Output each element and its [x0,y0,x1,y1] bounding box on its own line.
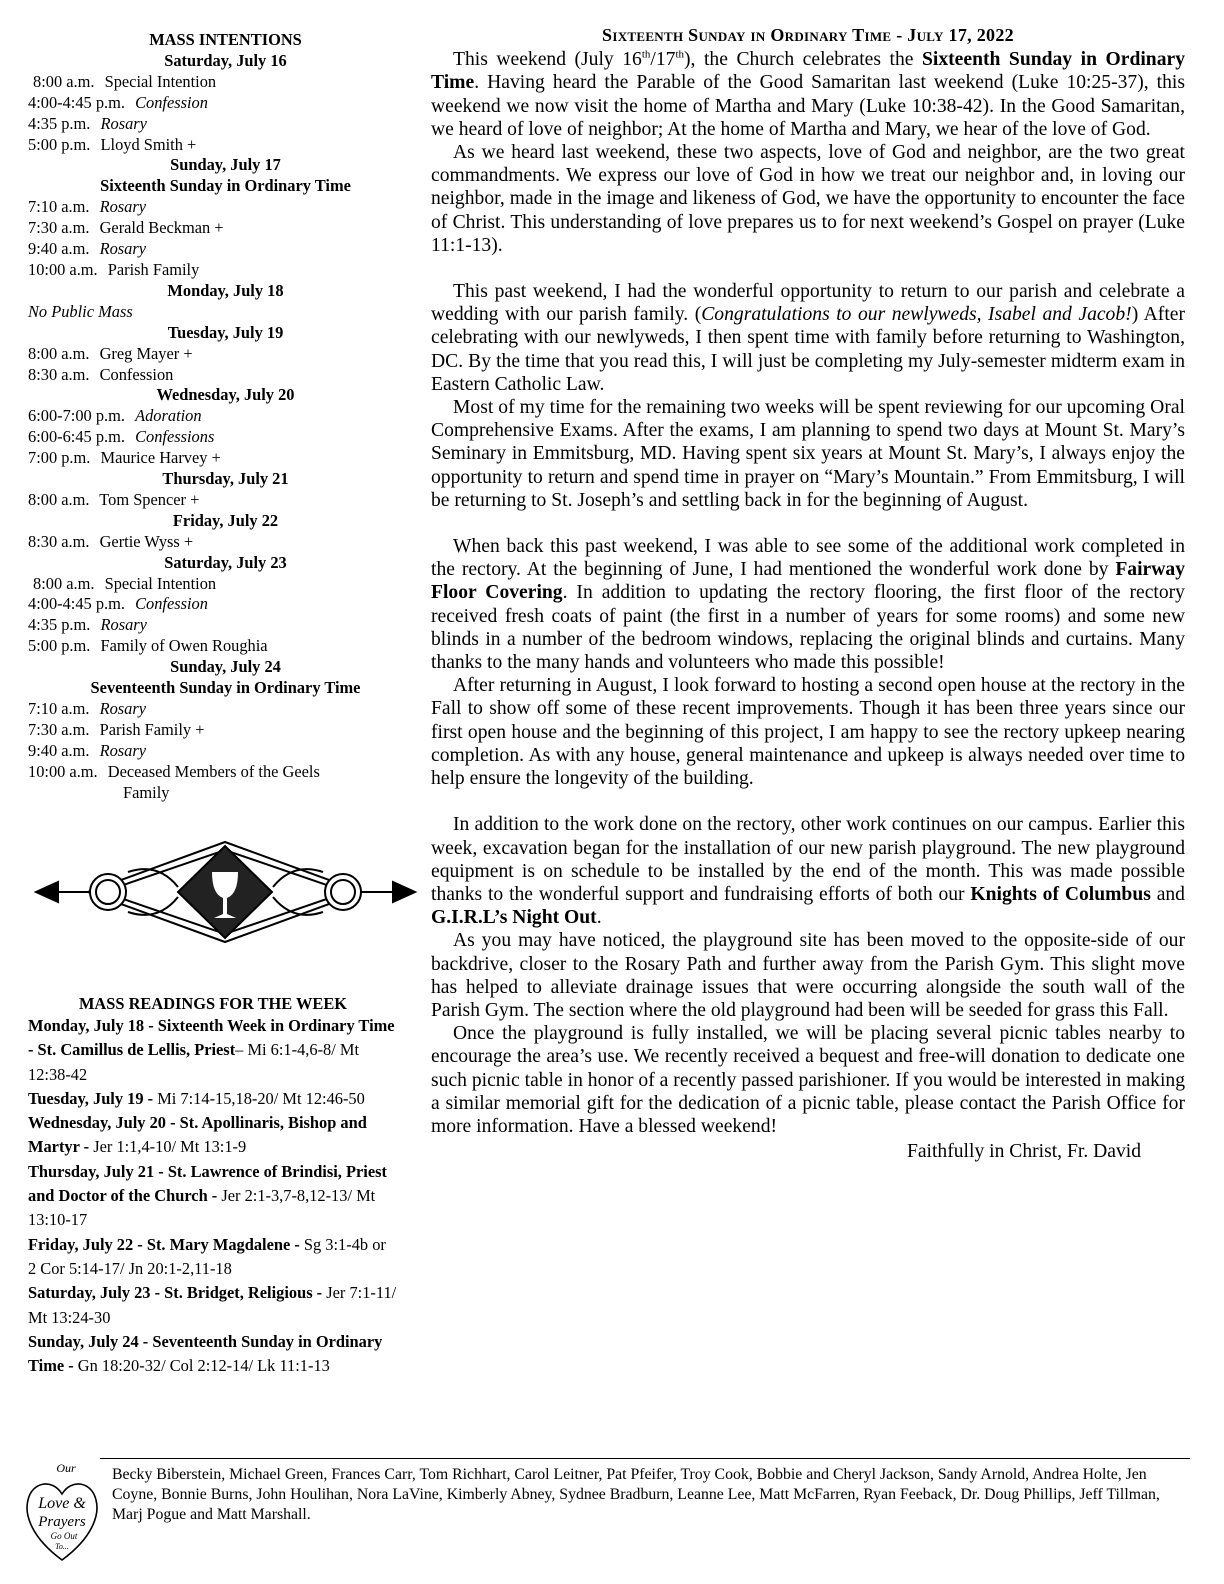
intention-row [28,636,423,657]
intention-text: Parish Family + [99,719,205,739]
logo-text: Prayers [38,1514,86,1530]
intention-time: 7:30 a.m. [28,719,90,739]
intention-day-heading: Friday, July 22 [172,510,279,530]
reading-day-label: Saturday, July 23 - St. Bridget, Religious - [28,1283,327,1303]
intention-text: Tom Spencer + [99,489,200,509]
letter-signoff: Faithfully in Christ, Fr. David [906,1141,1141,1163]
intention-time: 10:00 a.m. [28,761,98,781]
mass-intentions-heading: MASS INTENTIONS [149,30,302,49]
intention-text: Confession [99,364,174,384]
intention-day-heading: Saturday, July 16 [164,50,287,70]
intention-row [28,93,423,114]
intention-row [28,114,423,135]
intention-time: 4:00-4:45 p.m. [28,594,125,614]
reading-day-label: Wednesday, July 20 - St. Apollinaris, Bishop and Martyr - [28,1113,367,1157]
intention-day-heading: Wednesday, July 20 [156,385,295,405]
intention-row [28,72,423,93]
intention-text: Lloyd Smith + [100,134,197,154]
intention-row [28,532,423,553]
intention-text: Parish Family [107,259,200,279]
intention-row [28,594,423,615]
intention-text: Rosary [99,239,147,259]
pastor-letter [431,24,1185,1163]
intention-row [28,197,423,218]
text: /17 [650,49,676,71]
bold-text: G.I.R.L’s Night Out [431,907,597,929]
intention-row [28,218,423,239]
intention-time: 10:00 a.m. [28,259,98,279]
intention-time: 8:00 a.m. [28,343,90,363]
intention-row [28,574,423,595]
reading-day-label: Sunday, July 24 - Seventeenth Sunday in Ordinary Time - [28,1331,383,1376]
intention-time: 5:00 p.m. [28,134,91,154]
letter-paragraph [431,813,1185,929]
reading-references: Gn 18:20-32/ Col 2:12-14/ Lk 11:1-13 [77,1356,330,1376]
intention-time: 7:00 p.m. [28,448,91,468]
intention-row [28,427,423,448]
letter-paragraph: After returning in August, I look forward to hosting a second open house at the rectory in the Fall to show off some of these recent improvements. Though it has been three years since our first open house and the beginning of this project, I am happy to see the rectory upkeep nearing completion. As with any house, general maintenance and upkeep is always needed over time to help ensure the longevity of the building. [431,675,1185,790]
mass-readings [28,994,398,1378]
text: ), the Church celebrates the [684,49,923,71]
footer-divider [100,1458,1190,1459]
letter-title: Sixteenth Sunday in Ordinary Time - July 17, 2022 [602,25,1014,45]
mass-intentions [28,30,423,804]
reading-references: Sg 3:1-4b or 2 Cor 5:14-17/ Jn 20:1-2,11-18 [28,1234,386,1278]
reading-references: Jer 1:1,4-10/ Mt 13:1-9 [93,1137,247,1157]
letter-paragraph: As you may have noticed, the playground site has been moved to the opposite-side of our backdrive, closer to the Rosary Path and further away from the Parish Gym. This slight move has helped to alleviate drainage issues that were occurring alongside the south wall of the Parish Gym. The section where the old playground had been will be seeded for grass this Fall. [431,930,1185,1021]
intention-time: 7:10 a.m. [28,197,90,217]
reading-day-label: Thursday, July 21 - St. Lawrence of Brindisi, Priest and Doctor of the Church - [28,1161,387,1206]
reading-item [28,1281,398,1330]
text: . [596,907,602,929]
intention-row [28,448,423,469]
intention-row [28,302,423,323]
reading-item [28,1233,398,1282]
intention-text: Family of Owen Roughia [100,636,268,656]
logo-text: Our [56,1461,76,1475]
intention-time: 8:00 a.m. [33,573,95,593]
intention-text: Rosary [100,113,147,133]
intention-time: 9:40 a.m. [28,740,90,760]
readings-list [28,1014,398,1378]
logo-text: Go Out [50,1531,78,1541]
intention-time: 9:40 a.m. [28,239,90,259]
bold-text: Fairway Floor Covering [431,559,1185,604]
letter-paragraph: Most of my time for the remaining two weeks will be spent reviewing for our upcoming Oral Comprehensive Exams. After the exams, I am planning to spend two days at Mount St. Mary’s Seminary in Emmitsburg, MD. Having spent six years at Mount St. Mary’s, I always enjoy the opportunity to return and spend time in prayer on “Mary’s Mountain.” From Emmitsburg, I will be returning to St. Joseph’s and settling back in for the beginning of August. [431,397,1185,511]
intention-time: 7:10 a.m. [28,699,90,718]
intention-row [28,239,423,260]
intention-day-heading: Monday, July 18 [167,280,284,300]
intentions-list [28,51,423,804]
intention-day-heading: Tuesday, July 19 [167,322,284,342]
intention-row [28,135,423,156]
reading-references: Jer 7:1-11/ Mt 13:24-30 [28,1283,397,1327]
intention-day-heading: Sunday, July 17 [170,155,281,175]
reading-item [28,1111,398,1160]
intention-text: Rosary [99,699,147,718]
intention-row [28,615,423,636]
mass-readings-heading: MASS READINGS FOR THE WEEK [78,994,348,1013]
logo-text: Love & [38,1495,86,1512]
letter-paragraph: As we heard last weekend, these two aspects, love of God and neighbor, are the two great commandments. We express our love of God in how we treat our neighbor and, in loving our neighbor, made in the image and likeness of God, we have the opportunity to encounter the face of Christ. This understanding of love prepares us to for next weekend’s Gospel on prayer (Luke 11:1-13). [431,142,1185,256]
text: In addition to the work done on the rectory, other work continues on our campus. Earlier this week, excavation began for the installation of our new parish playground. The new playground equipment is on schedule to be installed by the end of the month. This was made possible thanks to the wonderful support and fundraising efforts of both our [431,814,1185,905]
letter-paragraph [431,535,1185,674]
intention-row [28,365,423,386]
reading-item [28,1160,398,1233]
intention-day-heading: Saturday, July 23 [164,552,287,572]
intention-row [28,762,423,783]
reading-references: – Mi 6:1-4,6-8/ Mt 12:38-42 [28,1040,359,1084]
text: When back this past weekend, I was able to see some of the additional work completed in the rectory. At the beginning of June, I had mentioned the wonderful work done by [431,536,1185,581]
reading-references: Mi 7:14-15,18-20/ Mt 12:46-50 [157,1088,365,1108]
intention-text: Greg Mayer + [99,343,193,363]
intention-time: 6:00-7:00 p.m. [28,406,125,426]
intention-time: 4:00-4:45 p.m. [28,92,125,112]
intention-time: 8:00 a.m. [28,489,90,509]
intention-text: Confessions [135,427,215,447]
intention-row [28,699,423,720]
letter-paragraph [431,280,1185,396]
prayer-list: Becky Biberstein, Michael Green, Frances Carr, Tom Richhart, Carol Leitner, Pat Pfeifer, Troy Cook, Bobbie and Cheryl Jackson, Sandy Arnold, Andrea Holte, Jen Coyne, Bonnie Burns, John Houlihan, Nora LaVine, Kimberly Abney, Sydnee Bradburn, Leanne Lee, Matt McFarren, Ryan Feeback, Dr. Doug Phillips, Jeff Tillman, Marj Pogue and Matt Marshall. [112,1466,1160,1523]
decorative-chalice-ornament-icon [28,832,423,952]
text: This past weekend, I had the wonderful opportunity to return to our parish and celebrate a wedding with our parish family. ( [431,281,1185,326]
intention-day-heading: Thursday, July 21 [162,469,289,489]
intention-text: Gertie Wyss + [99,531,194,551]
intention-day-heading: Sunday, July 24 [170,657,281,677]
intention-text: Deceased Members of the Geels [107,761,320,781]
intention-time: 8:30 a.m. [28,364,90,384]
intention-text: Gerald Beckman + [99,218,224,238]
intention-row [28,783,423,804]
intention-text: Special Intention [104,573,217,593]
bold-text: Knights of Columbus [970,883,1151,905]
text: . Having heard the Parable of the Good Samaritan last weekend (Luke 10:25-37), this weekend we now visit the home of Martha and Mary (Luke 10:38-42). In the Good Samaritan, we heard of love of neighbor; At the home of Martha and Mary, we hear of the love of God. [431,72,1185,140]
intention-time: 8:00 a.m. [33,71,95,91]
heart-prayers-logo-icon [22,1460,102,1568]
reading-item [28,1014,398,1087]
reading-day-label: Tuesday, July 19 - [28,1088,158,1108]
intention-text: Confession [135,594,208,614]
reading-day-label: Monday, July 18 - Sixteenth Week in Ordinary Time - St. Camillus de Lellis, Priest [28,1016,395,1060]
intention-text: Maurice Harvey + [100,448,221,468]
text: and [1150,883,1185,905]
intention-row [28,344,423,365]
intention-day-subtitle: Seventeenth Sunday in Ordinary Time [90,678,361,698]
reading-item [28,1087,398,1111]
intention-time: 8:30 a.m. [28,531,90,551]
logo-text: To... [55,1542,69,1551]
intention-text: Rosary [100,615,147,635]
intention-text: Rosary [99,197,147,217]
text: . In addition to updating the rectory flooring, the first floor of the rectory received fresh coats of paint (the first in a number of years for some rooms) and some new blinds in a number of the bedroom windows, replacing the original blinds and curtains. Many thanks to the many hands and volunteers who made this possible! [431,582,1185,674]
reading-day-label: Friday, July 22 - St. Mary Magdalene - [28,1234,304,1254]
text: This weekend (July 16 [453,49,642,71]
bold-text: Sixteenth Sunday in Ordinary Time [431,49,1185,94]
intention-text: Family [123,782,170,802]
intention-text: Adoration [135,406,202,426]
intention-text: Rosary [99,740,147,760]
intention-text: Confession [135,92,208,112]
intention-time: 6:00-6:45 p.m. [28,427,125,447]
text: ) After celebrating with our newlyweds, I then spent time with family before returning to Washington, DC. By the time that you read this, I will just be completing my July-semester midterm exam in Eastern Catholic Law. [431,304,1185,395]
letter-paragraph: Once the playground is fully installed, we will be placing several picnic tables nearby to encourage the area’s use. We recently received a bequest and free-will donation to dedicate one such picnic table in honor of a recently passed parishioner. If you would be interested in making a similar memorial gift for the dedication of a picnic table, please contact the Parish Office for more information. Have a blessed weekend! [431,1023,1185,1137]
intention-row [28,260,423,281]
superscript: th [641,48,651,61]
intention-row [28,741,423,762]
intention-text: Special Intention [104,71,217,91]
reading-references: Jer 2:1-3,7-8,12-13/ Mt 13:10-17 [28,1186,376,1230]
intention-time: 4:35 p.m. [28,615,91,635]
intention-time: 5:00 p.m. [28,636,91,656]
italic-text: Congratulations to our newlyweds, Isabel and Jacob! [701,304,1132,326]
letter-paragraph [431,48,1185,141]
superscript: th [675,48,685,61]
intention-row [28,720,423,741]
intention-time: 4:35 p.m. [28,113,91,133]
intention-row [28,490,423,511]
intention-day-subtitle: Sixteenth Sunday in Ordinary Time [100,176,351,196]
intention-text: No Public Mass [28,301,133,321]
intention-row [28,406,423,427]
reading-item [28,1330,398,1379]
intention-time: 7:30 a.m. [28,218,90,238]
